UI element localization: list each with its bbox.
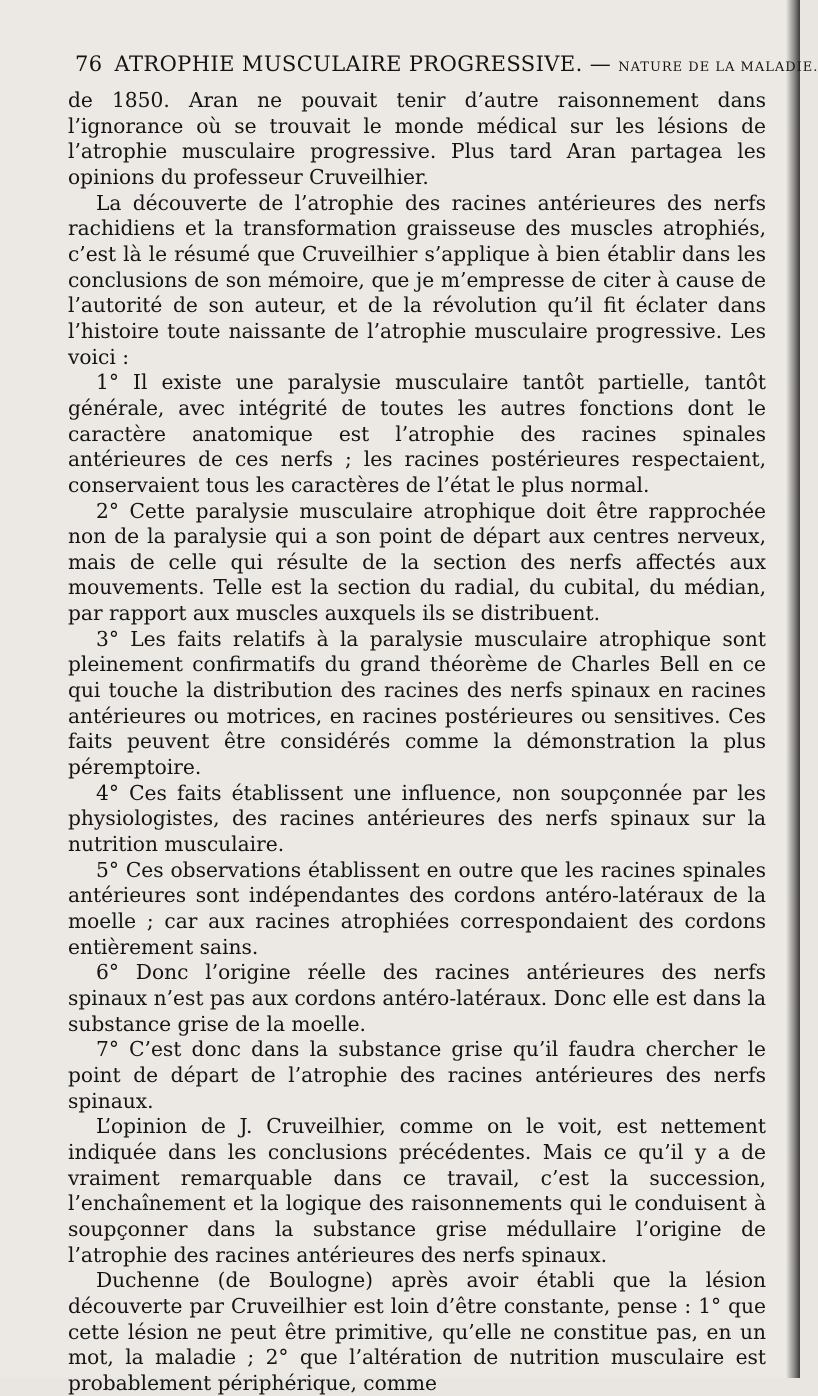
conclusion-item: 2° Cette paralysie musculaire atrophique doit être rapprochée non de la paralysie qui a son point de départ aux centres nerveux, mais de celle qui résulte de la section des nerfs affectés aux mouvements. Telle est la section du radial, du cubital, du médian, par rapport aux muscles auxquels ils se distribuent. — [68, 498, 766, 626]
conclusion-item: 7° C’est donc dans la substance grise qu’il faudra chercher le point de départ de l’atrophie des racines antérieures des nerfs spinaux. — [68, 1037, 766, 1113]
paragraph: L’opinion de J. Cruveilhier, comme on le voit, est nettement indiquée dans les conclusions précédentes. Mais ce qu’il y a de vraiment remarquable dans ce travail, c’est la succession, l’enchaînement et la logique des raisonnements qui le conduisent à soupçonner dans la substance grise médullaire l’origine de l’atrophie des racines antérieures des nerfs spinaux. — [68, 1114, 766, 1267]
conclusion-item: 6° Donc l’origine réelle des racines antérieures des nerfs spinaux n’est pas aux cordons antéro-latéraux. Donc elle est dans la substance grise de la moelle. — [68, 960, 766, 1036]
running-header — [75, 52, 818, 76]
conclusion-item: 3° Les faits relatifs à la paralysie musculaire atrophique sont pleinement confirmatifs du grand théorème de Charles Bell en ce qui touche la distribution des racines des nerfs spinaux en racines antérieures ou motrices, en racines postérieures ou sensitives. Ces faits peuvent être considérés comme la démonstration la plus péremptoire. — [68, 626, 766, 780]
header-dash: — — [589, 52, 612, 76]
body-text — [68, 88, 766, 1396]
conclusion-item: 4° Ces faits établissent une influence, non soupçonnée par les physiologistes, des racines antérieures des nerfs spinaux sur la nutrition musculaire. — [68, 780, 766, 857]
running-title: ATROPHIE MUSCULAIRE PROGRESSIVE. — [114, 52, 583, 76]
paragraph: de 1850. Aran ne pouvait tenir d’autre raisonnement dans l’ignorance où se trouvait le monde médical sur les lésions de l’atrophie musculaire progressive. Plus tard Aran partagea les opinions du professeur Cruveilhier. — [68, 88, 766, 189]
section-title: NATURE DE LA MALADIE. — [618, 60, 818, 75]
paragraph: Duchenne (de Boulogne) après avoir établi que la lésion découverte par Cruveilhier est loin d’être constante, pense : 1° que cette lésion ne peut être primitive, qu’elle ne constitue pas, en un mot, la maladie ; 2° que l’altération de nutrition musculaire est probablement périphérique, comme — [68, 1268, 766, 1395]
page-number: 76 — [75, 52, 103, 76]
page-gutter-shadow — [786, 0, 800, 1378]
conclusion-item: 1° Il existe une paralysie musculaire tantôt partielle, tantôt générale, avec intégrité de toutes les autres fonctions dont le caractère anatomique est l’atrophie des racines spinales antérieures de ces nerfs ; les racines postérieures respectaient, conservaient tous les caractères de l’état le plus normal. — [68, 370, 766, 497]
conclusion-item: 5° Ces observations établissent en outre que les racines spinales antérieures sont indépendantes des cordons antéro-latéraux de la moelle ; car aux racines atrophiées correspondaient des cordons entièrement sains. — [68, 857, 766, 959]
paragraph: La découverte de l’atrophie des racines antérieures des nerfs rachidiens et la transformation graisseuse des muscles atrophiés, c’est là le résumé que Cruveilhier s’applique à bien établir dans les conclusions de son mémoire, que je m’empresse de citer à cause de l’autorité de son auteur, et de la révolution qu’il fit éclater dans l’histoire toute naissante de l’atrophie musculaire progressive. Les voici : — [68, 190, 766, 369]
